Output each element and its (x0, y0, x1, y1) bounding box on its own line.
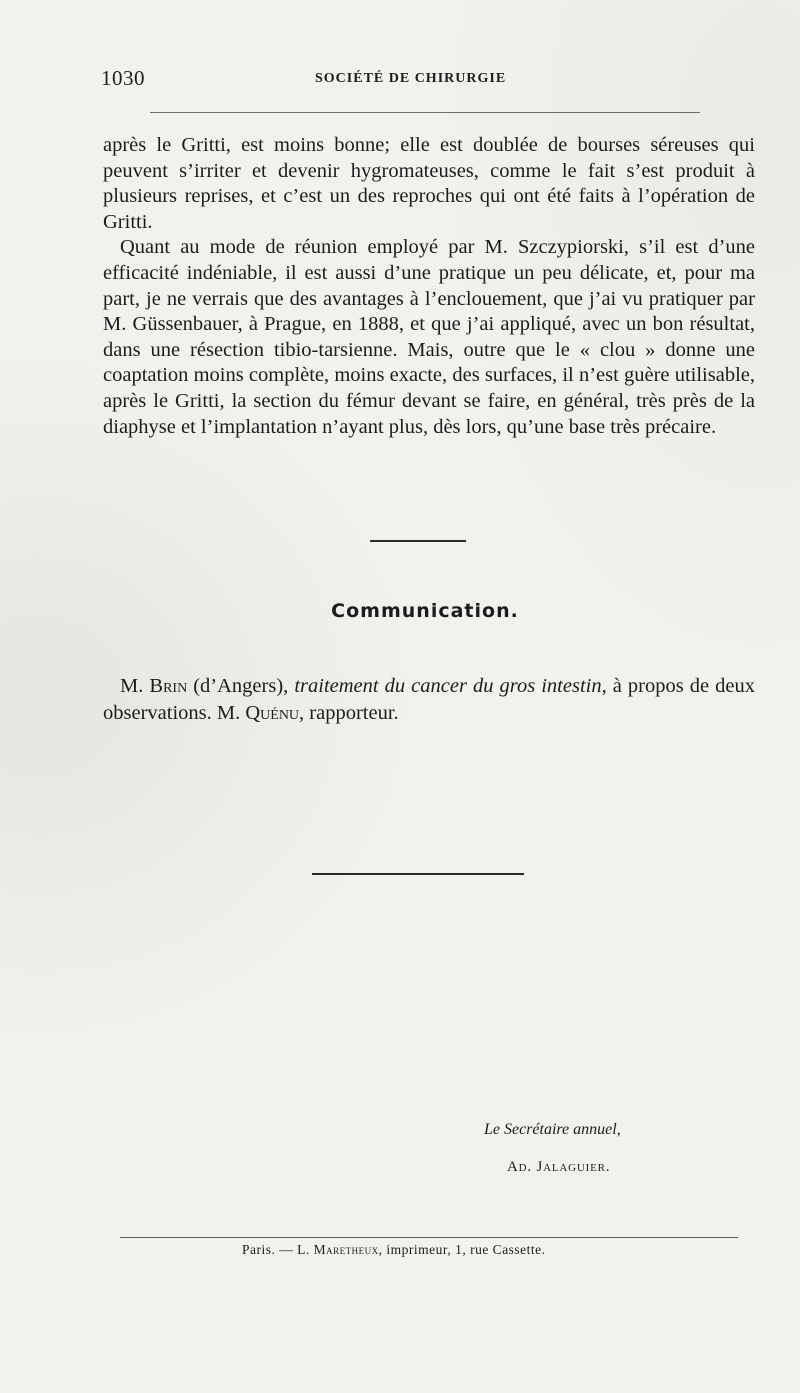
paragraph-1: après le Gritti, est moins bonne; elle est doublée de bourses séreuses qui peuvent s’irriter et devenir hygromateuses, comme le fait s’est produit à plusieurs reprises, et c’est un des reproches qui ont été faits à l’opération de Gritti. (103, 134, 755, 233)
footer-rule (120, 1237, 738, 1238)
rapporteur-suffix: , rapporteur. (299, 702, 399, 724)
signature-title: Le Secrétaire annuel, (484, 1121, 621, 1138)
communication-entry (103, 673, 755, 727)
imprint-suffix: , imprimeur, 1, rue Cassette. (378, 1242, 546, 1257)
page-number: 1030 (101, 66, 145, 90)
printer-imprint (242, 1242, 546, 1258)
running-head: SOCIÉTÉ DE CHIRURGIE (315, 71, 507, 86)
header-rule (150, 112, 700, 113)
communication-title: traitement du cancer du gros intestin, (294, 675, 607, 697)
body-text (103, 133, 755, 440)
author-city: (d’Angers), (187, 675, 295, 697)
author-prefix: M. (120, 675, 150, 697)
after-title: à propos de deux observations. M. (103, 675, 755, 724)
section-divider (370, 540, 466, 542)
rapporteur-name: Quénu (245, 702, 300, 724)
imprint-prefix: Paris. — L. (242, 1242, 314, 1257)
communication-paragraph (103, 673, 755, 727)
paragraph-2: Quant au mode de réunion employé par M. Szczypiorski, s’il est d’une efficacité indéniable, il est aussi d’une pratique un peu délicate, et, pour ma part, je ne verrais que des avantages à l’enclouement, que j’ai vu pratiquer par M. Güssenbauer, à Prague, en 1888, et que j’ai appliqué, avec un bon résultat, dans une résection tibio-tarsienne. Mais, outre que le « clou » donne une coaptation moins complète, moins exacte, des surfaces, il n’est guère utilisable, après le Gritti, la section du fémur devant se faire, en général, très près de la diaphyse et l’implantation n’ayant plus, dès lors, qu’une base très précaire. (103, 236, 755, 438)
author-name: Brin (149, 675, 188, 697)
signature-name: Ad. Jalaguier. (507, 1159, 611, 1175)
page-header (101, 66, 741, 96)
printer-name: Maretheux (313, 1242, 379, 1257)
section-heading: Communication. (331, 600, 519, 622)
end-divider (312, 873, 524, 875)
